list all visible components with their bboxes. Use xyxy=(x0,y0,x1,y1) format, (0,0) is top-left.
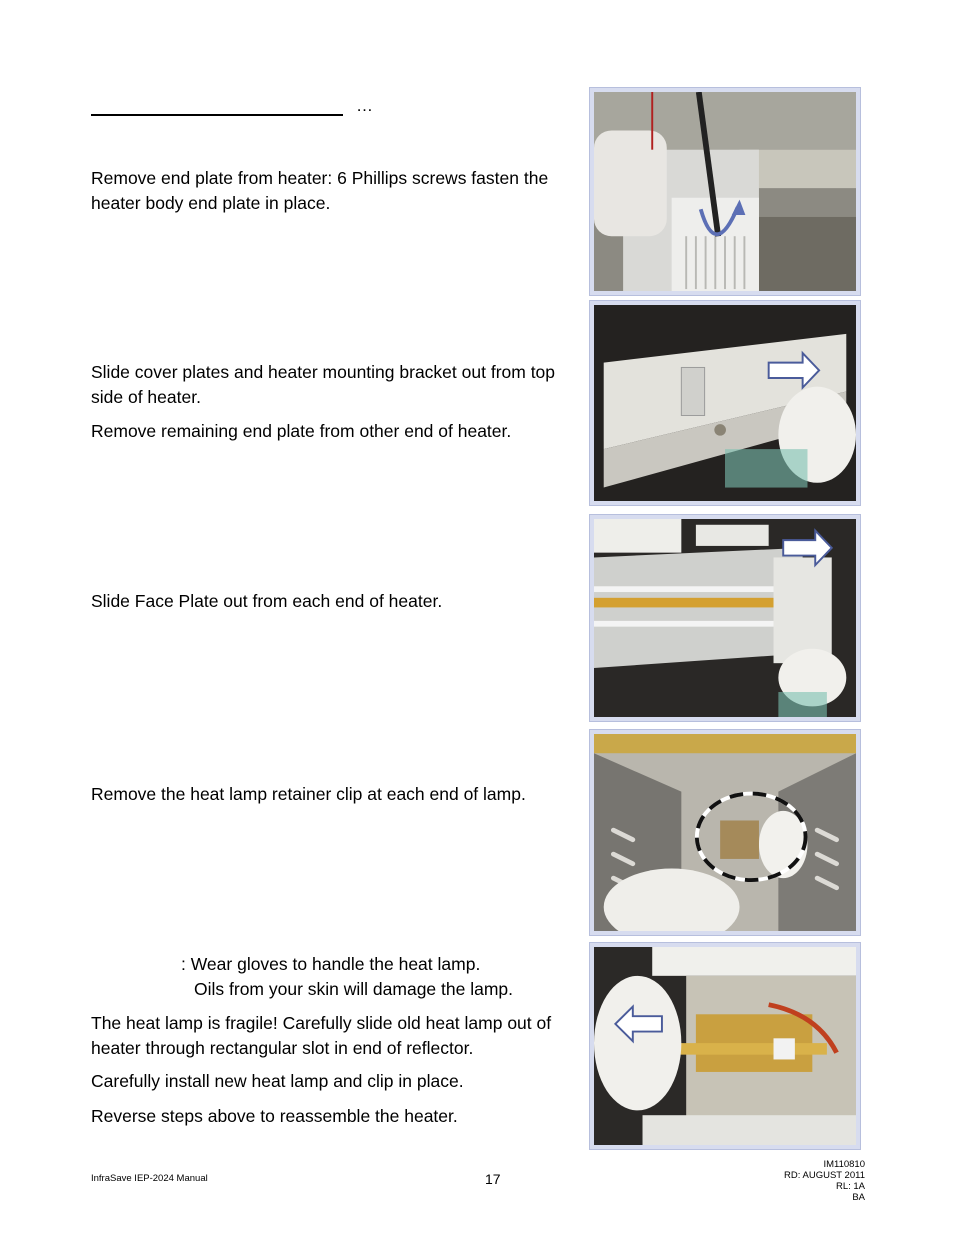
photo-slide-cover-plates xyxy=(590,301,860,505)
section-heading-ellipsis: … xyxy=(356,96,373,115)
footer-author: BA xyxy=(852,1192,865,1203)
footer-manual-name: InfraSave IEP-2024 Manual xyxy=(91,1173,208,1184)
step-slide-lamp-out: The heat lamp is fragile! Carefully slide old heat lamp out of heater through rectangular slot in end of reflector. xyxy=(91,1013,552,1058)
photo-end-plate-screws xyxy=(590,88,860,295)
step-remove-retainer-clip: Remove the heat lamp retainer clip at each end of lamp. xyxy=(91,784,526,804)
footer-revision-level: RL: 1A xyxy=(835,1181,865,1192)
step-reassemble: Reverse steps above to reassemble the heater. xyxy=(91,1106,458,1126)
footer-revision-block xyxy=(784,1159,865,1203)
footer-doc-id: IM110810 xyxy=(823,1159,865,1170)
step-install-new-lamp: Carefully install new heat lamp and clip in place. xyxy=(91,1071,464,1091)
footer-revision-date: RD: AUGUST 2011 xyxy=(784,1170,865,1181)
photo-slide-face-plate xyxy=(590,515,860,721)
step-remove-remaining-end-plate: Remove remaining end plate from other end of heater. xyxy=(91,421,512,441)
page-number: 17 xyxy=(485,1171,501,1187)
section-heading-underline xyxy=(91,114,343,116)
photo-retainer-clip xyxy=(590,730,860,935)
caution-line-2: Oils from your skin will damage the lamp. xyxy=(194,979,513,999)
step-remove-end-plate: Remove end plate from heater: 6 Phillips screws fasten the heater body end plate in place. xyxy=(91,168,549,213)
step-slide-cover-plates: Slide cover plates and heater mounting bracket out from top side of heater. xyxy=(91,362,556,407)
caution-line-1: : Wear gloves to handle the heat lamp. xyxy=(181,954,481,974)
photo-slide-lamp-out xyxy=(590,943,860,1149)
step-slide-face-plate: Slide Face Plate out from each end of heater. xyxy=(91,591,443,611)
